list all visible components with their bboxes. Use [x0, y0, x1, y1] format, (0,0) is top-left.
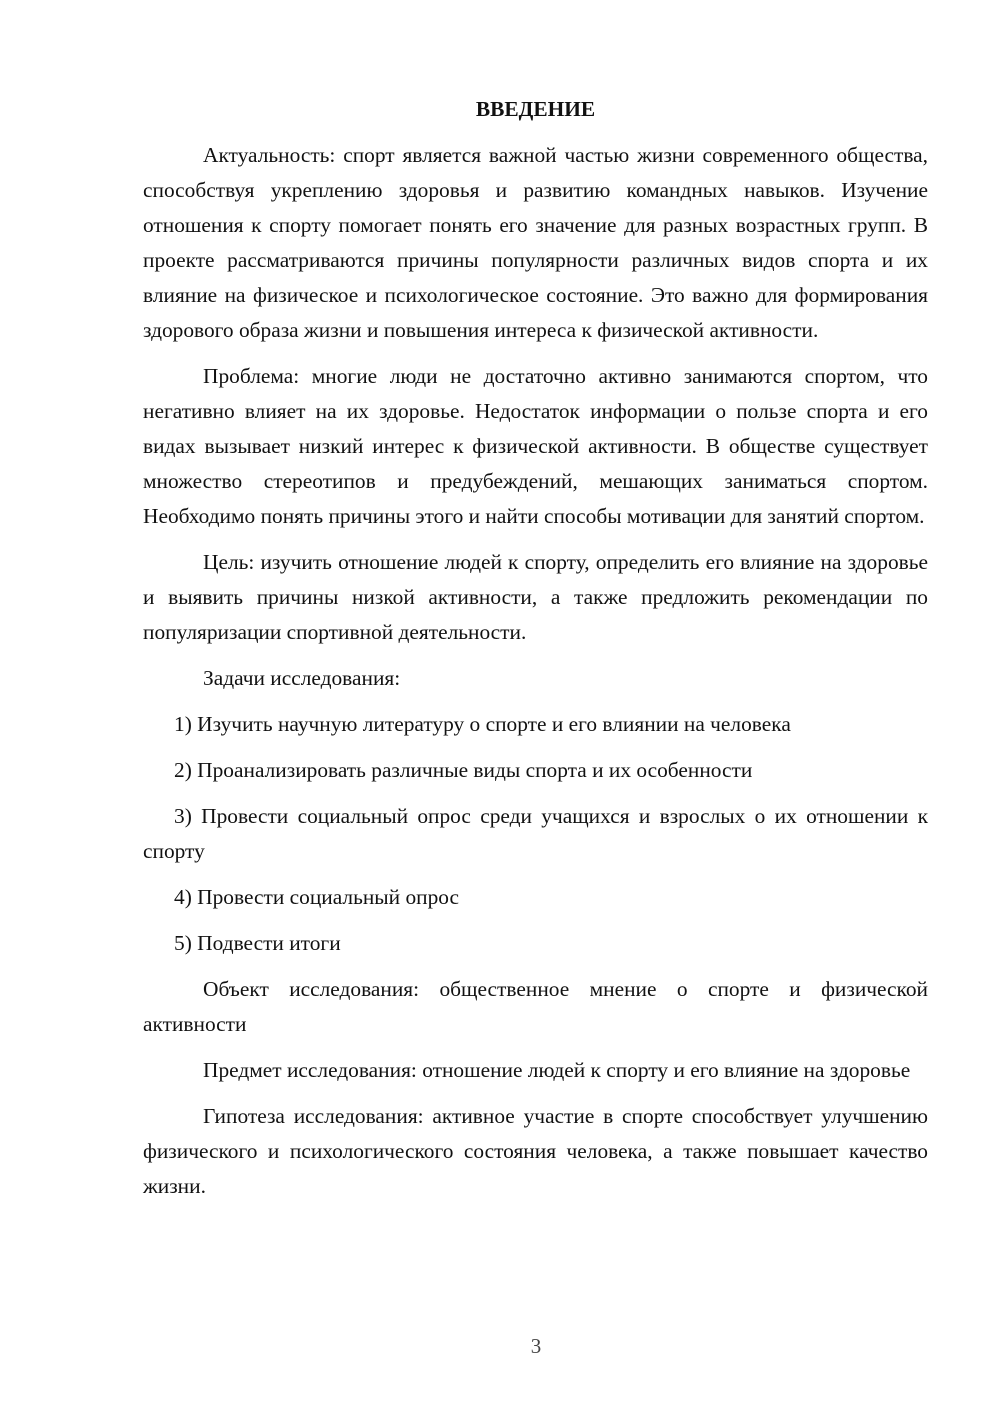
problem-paragraph: Проблема: многие люди не достаточно активно занимаются спортом, что негативно влияет на их здоровье. Недостаток информации о пользе спорта и его видах вызывает низкий интерес к физической активности. В обществе существует множество стереотипов и предубеждений, мешающих заниматься спортом. Необходимо понять причины этого и найти способы мотивации для занятий спортом. [143, 364, 928, 528]
task-item-4: 4) Провести социальный опрос [174, 885, 460, 909]
subject-paragraph: Предмет исследования: отношение людей к спорту и его влияние на здоровье [203, 1058, 911, 1082]
task-list [143, 707, 928, 961]
task-item-2: 2) Проанализировать различные виды спорта и их особенности [174, 758, 753, 782]
goal-paragraph: Цель: изучить отношение людей к спорту, определить его влияние на здоровье и выявить причины низкой активности, а также предложить рекомендации по популяризации спортивной деятельности. [143, 550, 928, 644]
page-number: 3 [530, 1334, 542, 1358]
task-item-5: 5) Подвести итоги [174, 931, 341, 955]
object-paragraph: Объект исследования: общественное мнение о спорте и физической активности [143, 977, 928, 1036]
task-item-1: 1) Изучить научную литературу о спорте и его влиянии на человека [174, 712, 791, 736]
section-title: ВВЕДЕНИЕ [475, 97, 596, 121]
relevance-paragraph: Актуальность: спорт является важной частью жизни современного общества, способствуя укреплению здоровья и развитию командных навыков. Изучение отношения к спорту помогает понять его значение для разных возрастных групп. В проекте рассматриваются причины популярности различных видов спорта и их влияние на физическое и психологическое состояние. Это важно для формирования здорового образа жизни и повышения интереса к физической активности. [143, 143, 928, 342]
tasks-heading: Задачи исследования: [203, 666, 401, 690]
page-content [143, 92, 928, 1215]
task-item-3: 3) Провести социальный опрос среди учащихся и взрослых о их отношении к спорту [143, 804, 928, 863]
hypothesis-paragraph: Гипотеза исследования: активное участие в спорте способствует улучшению физического и психологического состояния человека, а также повышает качество жизни. [143, 1104, 928, 1198]
